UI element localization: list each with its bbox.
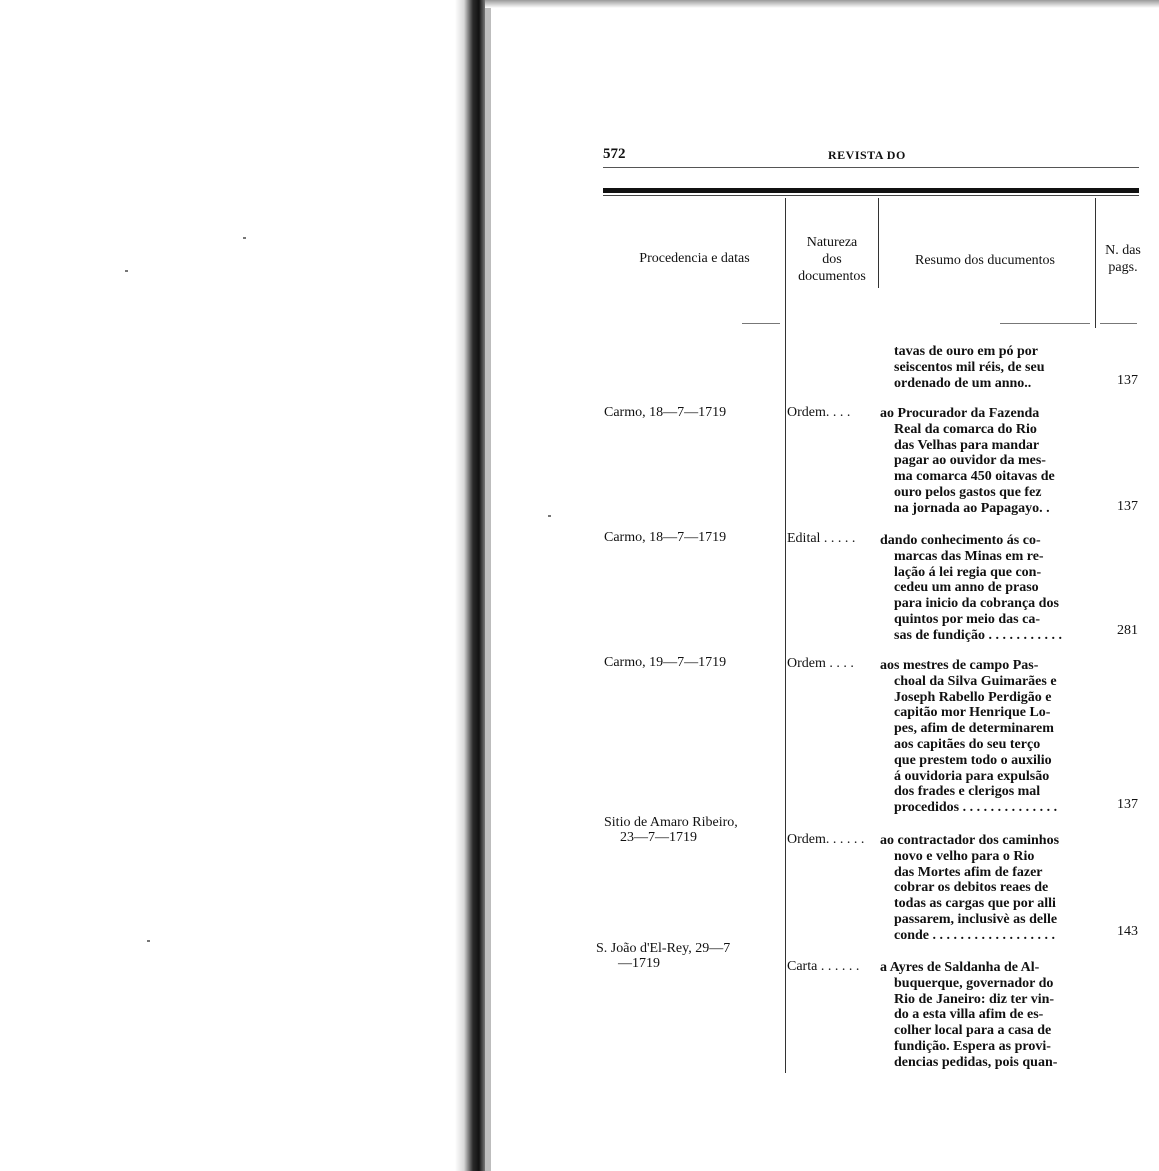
resumo-line: aos mestres de campo Pas- <box>880 658 1039 673</box>
natureza-text: Ordem. . . . <box>787 405 851 420</box>
page-number: 572 <box>603 146 626 162</box>
resumo-line: Joseph Rabello Perdigão e <box>894 689 1052 705</box>
resumo-line: cedeu um anno de praso <box>894 580 1039 596</box>
column-header-natureza <box>786 234 878 285</box>
procedencia-line: Sitio de Amaro Ribeiro, <box>604 815 738 830</box>
resumo-line: das Velhas para mandar <box>894 437 1040 453</box>
column-header-pags-line: N. das <box>1105 243 1141 258</box>
resumo-line: choal da Silva Guimarães e <box>894 673 1057 689</box>
resumo-line: lação á lei regia que con- <box>894 564 1042 580</box>
resumo-line: buquerque, governador do <box>894 975 1054 991</box>
resumo-line: ouro pelos gastos que fez <box>894 484 1042 500</box>
resumo-line: que prestem todo o auxilio <box>894 752 1052 768</box>
resumo-line: do a esta villa afim de es- <box>894 1007 1044 1023</box>
resumo-text <box>894 344 1044 391</box>
resumo-line: para inicio da cobrança dos <box>894 596 1059 612</box>
resumo-line: pagar ao ouvidor da mes- <box>894 453 1046 469</box>
procedencia-text <box>596 941 730 971</box>
resumo-line: dando conhecimento ás co- <box>880 533 1041 548</box>
natureza-text: Edital . . . . . <box>787 531 856 546</box>
column-header-procedencia: Procedencia e datas <box>639 251 750 266</box>
column-header-resumo: Resumo dos ducumentos <box>915 253 1055 268</box>
column-divider <box>878 198 879 288</box>
resumo-line: sas de fundição . . . . . . . . . . . <box>894 627 1063 643</box>
resumo-line: a Ayres de Saldanha de Al- <box>880 960 1040 975</box>
page-ref: 143 <box>1117 924 1138 939</box>
column-header-pags <box>1093 242 1153 276</box>
table-top-rule-thin <box>603 195 1139 196</box>
resumo-line: colher local para a casa de <box>894 1023 1052 1039</box>
resumo-text <box>880 406 1055 517</box>
resumo-line: procedidos . . . . . . . . . . . . . . <box>894 800 1058 816</box>
resumo-text <box>880 658 1057 816</box>
procedencia-text: Carmo, 18—7—1719 <box>604 405 727 420</box>
column-header-natureza-line: Natureza <box>806 235 858 250</box>
column-header-natureza-line: dos <box>822 252 842 267</box>
resumo-line: marcas das Minas em re- <box>894 548 1044 564</box>
resumo-line: Real da comarca do Rio <box>894 421 1037 437</box>
resumo-line: quintos por meio das ca- <box>894 611 1040 627</box>
header-dash <box>1100 323 1137 324</box>
procedencia-line: S. João d'El-Rey, 29—7 <box>596 941 731 956</box>
header-dash <box>1000 323 1090 324</box>
natureza-text: Ordem . . . . <box>787 656 854 671</box>
procedencia-line: 23—7—1719 <box>620 830 697 845</box>
resumo-line: ordenado de um anno.. <box>894 375 1032 391</box>
procedencia-text: Carmo, 19—7—1719 <box>604 655 727 670</box>
resumo-line: na jornada ao Papagayo. . <box>894 500 1050 516</box>
page-ref: 137 <box>1117 499 1138 514</box>
resumo-text <box>880 960 1057 1071</box>
column-divider <box>785 198 786 1073</box>
resumo-text <box>880 833 1059 944</box>
resumo-line: conde . . . . . . . . . . . . . . . . . . <box>894 927 1055 943</box>
resumo-line: seiscentos mil réis, de seu <box>894 359 1045 375</box>
resumo-line: novo e velho para o Rio <box>894 848 1035 864</box>
procedencia-text <box>604 815 738 845</box>
page-ref: 281 <box>1117 623 1138 638</box>
resumo-line: pes, afim de determinarem <box>894 721 1054 737</box>
resumo-line: das Mortes afim de fazer <box>894 864 1043 880</box>
resumo-line: aos capitães do seu terço <box>894 736 1041 752</box>
procedencia-text: Carmo, 18—7—1719 <box>604 530 727 545</box>
table-top-rule <box>603 188 1139 193</box>
natureza-text: Carta . . . . . . <box>787 959 860 974</box>
procedencia-line: —1719 <box>618 956 660 971</box>
resumo-line: tavas de ouro em pó por <box>894 344 1039 359</box>
resumo-line: cobrar os debitos reaes de <box>894 880 1049 896</box>
header-rule <box>603 167 1139 168</box>
resumo-line: capitão mor Henrique Lo- <box>894 705 1051 721</box>
header-dash <box>742 323 780 324</box>
resumo-text <box>880 533 1062 644</box>
resumo-line: ma comarca 450 oitavas de <box>894 469 1055 485</box>
resumo-line: Rio de Janeiro: diz ter vin- <box>894 991 1055 1007</box>
page-ref: 137 <box>1117 373 1138 388</box>
resumo-line: dencias pedidas, pois quan- <box>894 1054 1058 1070</box>
resumo-line: ao Procurador da Fazenda <box>880 406 1040 421</box>
resumo-line: passarem, inclusivè as delle <box>894 911 1058 927</box>
resumo-line: fundição. Espera as provi- <box>894 1038 1051 1054</box>
natureza-text: Ordem. . . . . . <box>787 832 865 847</box>
resumo-line: á ouvidoria para expulsão <box>894 768 1050 784</box>
page-ref: 137 <box>1117 797 1138 812</box>
resumo-line: ao contractador dos caminhos <box>880 833 1060 848</box>
running-header: REVISTA DO <box>828 148 906 162</box>
column-header-pags-line: pags. <box>1108 260 1138 275</box>
column-header-natureza-line: documentos <box>798 269 866 284</box>
resumo-line: dos frades e clerigos mal <box>894 784 1041 800</box>
resumo-line: todas as cargas que por alli <box>894 896 1056 912</box>
